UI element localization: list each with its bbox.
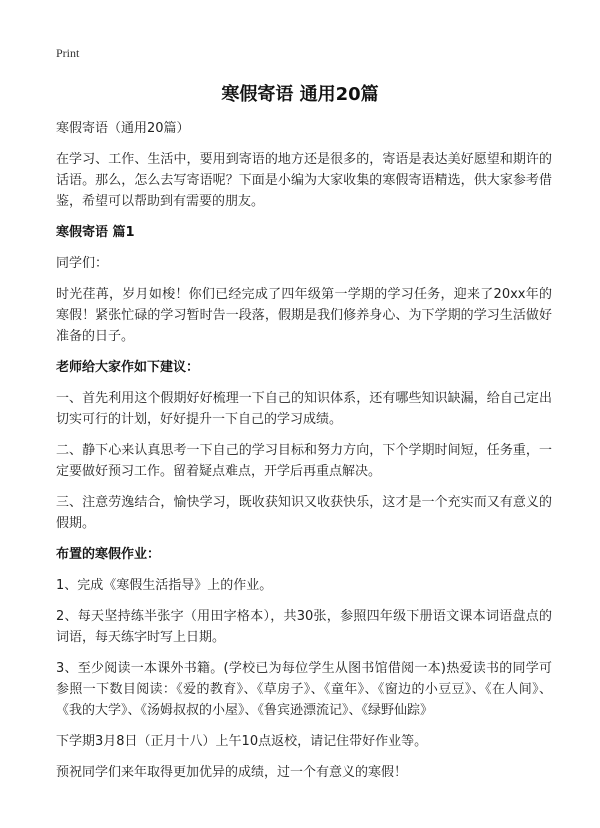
homework-item-3: 3、至少阅读一本课外书籍。(学校已为每位学生从图书馆借阅一本)热爱读书的同学可参照一下数目阅读：《爱的教育》、《草房子》、《童年》、《窗边的小豆豆》、《在人间》、《我的大学》、《汤姆叔叔的小屋》、《鲁宾逊漂流记》、《绿野仙踪》 [56, 661, 552, 718]
return-note: 下学期3月8日（正月十八）上午10点返校，请记住带好作业等。 [56, 734, 428, 749]
page-title: 寒假寄语 通用20篇 [221, 84, 379, 105]
advice-item-1: 一、首先利用这个假期好好梳理一下自己的知识体系，还有哪些知识缺漏，给自己定出切实可行的计划，好好提升一下自己的学习成绩。 [56, 391, 552, 427]
homework-item-1: 1、完成《寒假生活指导》上的作业。 [56, 578, 273, 593]
article-body [56, 118, 552, 793]
paragraph-1: 时光荏苒，岁月如梭！你们已经完成了四年级第一学期的学习任务，迎来了20xx年的寒假！紧张忙碌的学习暂时告一段落，假期是我们修养身心、为下学期的学习生活做好准备的日子。 [56, 287, 552, 344]
homework-item-2: 2、每天坚持练半张字（用田字格本），共30张，参照四年级下册语文课本词语盘点的词语，每天练字时写上日期。 [56, 609, 552, 645]
closing-paragraph: 预祝同学们来年取得更加优异的成绩，过一个有意义的寒假！ [56, 765, 408, 780]
greeting: 同学们： [56, 256, 109, 271]
print-link[interactable]: Print [56, 46, 80, 60]
section-heading-1: 寒假寄语 篇1 [56, 225, 135, 240]
article-subtitle: 寒假寄语（通用20篇） [56, 121, 190, 136]
intro-paragraph: 在学习、工作、生活中，要用到寄语的地方还是很多的，寄语是表达美好愿望和期许的话语。那么，怎么去写寄语呢？下面是小编为大家收集的寒假寄语精选，供大家参考借鉴，希望可以帮助到有需要的朋友。 [56, 152, 552, 209]
advice-heading: 老师给大家作如下建议： [56, 360, 200, 375]
advice-item-2: 二、静下心来认真思考一下自己的学习目标和努力方向，下个学期时间短，任务重，一定要做好预习工作。留着疑点难点，开学后再重点解决。 [56, 443, 552, 479]
homework-heading: 布置的寒假作业： [56, 547, 161, 562]
advice-item-3: 三、注意劳逸结合，愉快学习，既收获知识又收获快乐，这才是一个充实而又有意义的假期。 [56, 495, 552, 531]
